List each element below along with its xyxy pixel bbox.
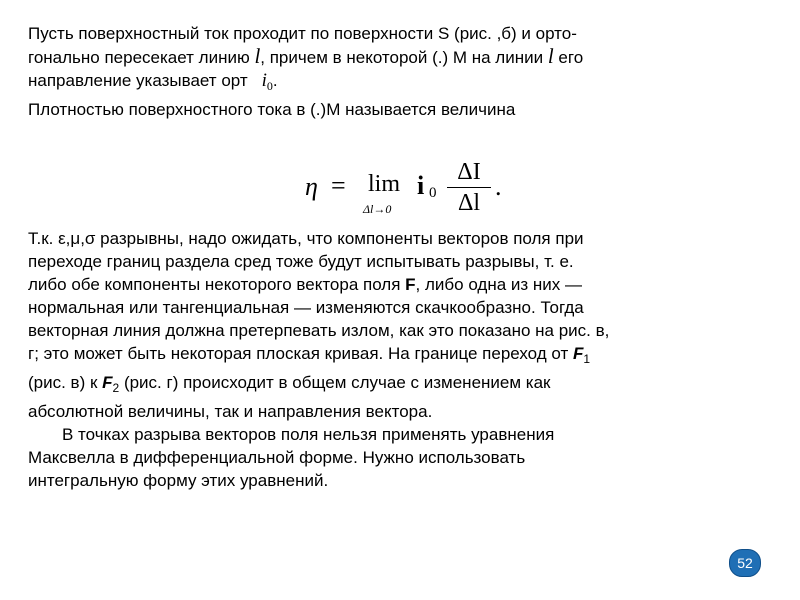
surface-current-density-formula	[305, 158, 565, 220]
symbol-i: i	[261, 70, 267, 91]
intro-line-2-text-b: , причем в некоторой (.) M на линии	[260, 48, 548, 67]
body-line-7-text-b: (рис. г) происходит в общем случае с изменением как	[119, 373, 551, 392]
body-paragraph	[28, 227, 778, 492]
vector-F: F	[405, 275, 416, 294]
body-line-5: векторная линия должна претерпевать излом, как это показано на рис. в,	[28, 321, 610, 340]
symbol-i0	[262, 70, 273, 91]
formula-denominator: Δl	[457, 190, 481, 216]
page-number-badge: 52	[729, 549, 761, 577]
formula-i: i	[417, 171, 425, 200]
vector-F2: F	[102, 373, 113, 392]
body-line-6-text: г; это может быть некоторая плоская кривая. На границе переход от	[28, 344, 573, 363]
vector-F1-sub: 1	[583, 352, 591, 366]
body-line-10: Максвелла в дифференциальной форме. Нужно использовать	[28, 448, 526, 467]
symbol-l: l	[254, 44, 261, 68]
intro-line-3-dot: .	[272, 71, 278, 90]
formula-fraction-bar	[447, 187, 491, 188]
body-line-3-text-a: либо обе компоненты некоторого вектора поля	[28, 275, 406, 294]
symbol-l-2: l	[547, 44, 554, 68]
intro-line-1: Пусть поверхностный ток проходит по поверхности S (рис. ,б) и орто-	[28, 24, 577, 43]
intro-paragraph	[28, 22, 778, 121]
formula-lim: lim	[368, 171, 401, 197]
body-line-7	[28, 371, 778, 400]
body-line-3-text-b: , либо одна из них —	[415, 275, 583, 294]
intro-line-2-text-c: его	[553, 48, 584, 67]
formula-period: .	[495, 172, 502, 201]
formula-eta: η	[305, 172, 318, 201]
symbol-i-sub: 0	[266, 79, 273, 93]
body-line-7-text-a: (рис. в) к	[28, 373, 103, 392]
intro-line-2-text-a: гонально пересекает линию	[28, 48, 255, 67]
body-line-3	[28, 273, 778, 296]
vector-F1: F	[573, 344, 584, 363]
body-line-4: нормальная или тангенциальная — изменяются скачкообразно. Тогда	[28, 298, 584, 317]
formula-numerator: ΔI	[457, 159, 481, 185]
formula-equals: =	[331, 171, 346, 200]
body-line-8: абсолютной величины, так и направления вектора.	[28, 402, 433, 421]
body-line-1: Т.к. ε,μ,σ разрывны, надо ожидать, что компоненты векторов поля при	[28, 229, 584, 248]
formula-fraction	[447, 158, 491, 217]
intro-line-4: Плотностью поверхностного тока в (.)M называется величина	[28, 100, 516, 119]
formula-lim-subscript: Δl→0	[363, 202, 392, 216]
body-line-2: переходе границ раздела сред тоже будут испытывать разрывы, т. е.	[28, 252, 574, 271]
intro-line-2	[28, 45, 778, 69]
vector-F2-sub: 2	[112, 381, 120, 395]
intro-line-3-text: направление указывает орт	[28, 71, 248, 90]
body-line-9: В точках разрыва векторов поля нельзя применять уравнения	[62, 425, 555, 444]
body-line-11: интегральную форму этих уравнений.	[28, 471, 329, 490]
body-line-6	[28, 342, 778, 371]
intro-line-3	[28, 69, 778, 98]
formula-i-subscript: 0	[429, 185, 437, 201]
